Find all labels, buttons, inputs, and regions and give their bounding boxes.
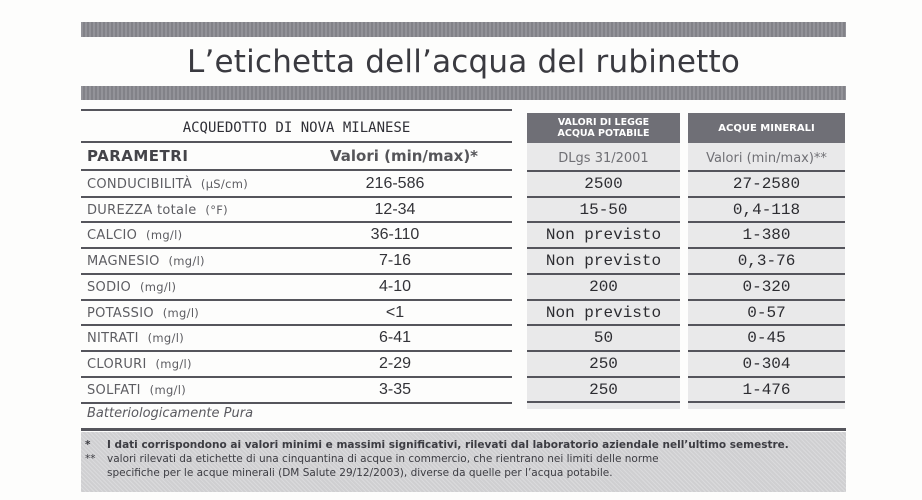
footnote-1 [85, 438, 789, 452]
footnote-text: I dati corrispondono ai valori minimi e massimi significativi, rilevati dal laboratorio aziendale nell’ultimo semestre. [107, 439, 789, 451]
mineral-water-value: 0-304 [742, 355, 791, 373]
legal-limit-value: 250 [589, 381, 618, 399]
mineral-water-subheader: Valori (min/max)** [706, 151, 827, 166]
legal-limit-value: 15-50 [579, 201, 628, 219]
parameter-unit: (mg/l) [168, 254, 205, 268]
divider [81, 141, 512, 143]
parameter-name [87, 249, 205, 274]
aqueduct-value: 3-35 [378, 381, 412, 398]
parameter-unit: (mg/l) [149, 383, 187, 397]
legal-limit-value: 50 [593, 329, 614, 347]
aqueduct-value: 4-10 [378, 278, 412, 295]
parameter-unit: (mg/l) [139, 280, 177, 294]
parameter-unit: (°F) [205, 203, 228, 217]
mineral-water-value: 0-320 [742, 278, 791, 296]
mineral-water-header-label: ACQUE MINERALI [718, 122, 815, 134]
bacteriological-status: Batteriologicamente Pura [87, 406, 254, 421]
parameter-unit: (mg/l) [147, 331, 184, 345]
aqueduct-value: 12-34 [374, 201, 416, 218]
divider [81, 169, 512, 171]
legal-limit-value: 200 [589, 278, 618, 296]
divider [81, 109, 512, 111]
parameter-unit: (mg/l) [146, 228, 183, 242]
parameter-name [87, 198, 228, 223]
legal-limit-value: 250 [589, 355, 618, 373]
parameter-label: DUREZZA totale [87, 203, 197, 218]
values-column-header: Valori (min/max)* [330, 147, 479, 165]
mineral-water-value: 0,4-118 [732, 201, 801, 219]
legal-values-header [527, 113, 680, 143]
legal-values-header-line2: ACQUA POTABILE [557, 128, 650, 139]
aqueduct-value: <1 [385, 304, 405, 321]
mineral-water-value: 1-380 [742, 226, 791, 244]
mineral-water-header [688, 113, 845, 143]
legal-values-subheader: DLgs 31/2001 [558, 151, 649, 166]
parameter-name [87, 326, 184, 351]
mineral-water-value: 27-2580 [732, 175, 801, 193]
parameter-name [87, 378, 186, 403]
parameter-label: MAGNESIO [87, 254, 160, 269]
legal-limit-value: 2500 [584, 175, 623, 193]
aqueduct-header: ACQUEDOTTO DI NOVA MILANESE [182, 120, 411, 136]
parameter-label: SODIO [87, 280, 132, 295]
parameter-name [87, 352, 192, 377]
footnote-mark: ** [85, 453, 96, 465]
parameter-unit: (mg/l) [155, 357, 192, 371]
parameter-label: CLORURI [87, 357, 147, 372]
parameter-label: NITRATI [87, 331, 139, 346]
parameter-label: CONDUCIBILITÀ [87, 177, 193, 192]
legal-values-header-line1: VALORI DI LEGGE [557, 117, 650, 128]
parameter-label: SOLFATI [87, 383, 141, 398]
title-top-bar [81, 22, 846, 37]
page-title: L’etichetta dell’acqua del rubinetto [186, 44, 741, 80]
aqueduct-value: 6-41 [378, 329, 412, 346]
aqueduct-value: 216-586 [365, 175, 425, 192]
aqueduct-value: 7-16 [378, 252, 412, 269]
parameter-label: POTASSIO [87, 306, 154, 321]
divider [527, 401, 680, 403]
mineral-water-value: 0,3-76 [737, 252, 796, 270]
parameter-name [87, 301, 199, 326]
parameter-unit: (µS/cm) [200, 177, 248, 191]
divider [688, 401, 845, 403]
footnotes-box [81, 432, 846, 492]
parameters-column-header: PARAMETRI [87, 147, 189, 165]
parameter-name [87, 223, 182, 248]
legal-limit-value: Non previsto [545, 304, 662, 322]
legal-limit-value: Non previsto [545, 226, 662, 244]
parameter-name [87, 275, 176, 300]
title-bottom-bar [81, 86, 846, 100]
parameter-name [87, 172, 248, 197]
mineral-water-value: 0-45 [747, 329, 786, 347]
aqueduct-value: 2-29 [378, 355, 412, 372]
divider [81, 428, 846, 431]
parameter-label: CALCIO [87, 228, 138, 243]
footnote-2-continued [107, 466, 613, 480]
parameter-unit: (mg/l) [162, 306, 200, 320]
mineral-water-value: 0-57 [747, 304, 786, 322]
mineral-water-value: 1-476 [742, 381, 791, 399]
footnote-2 [85, 452, 659, 466]
aqueduct-value: 36-110 [370, 226, 420, 243]
footnote-text: valori rilevati da etichette di una cinquantina di acque in commercio, che rientrano nei limiti delle norme [107, 453, 659, 465]
footnote-text: specifiche per le acque minerali (DM Salute 29/12/2003), diverse da quelle per l’acqua potabile. [107, 467, 613, 479]
footnote-mark: * [85, 439, 91, 451]
legal-limit-value: Non previsto [545, 252, 662, 270]
